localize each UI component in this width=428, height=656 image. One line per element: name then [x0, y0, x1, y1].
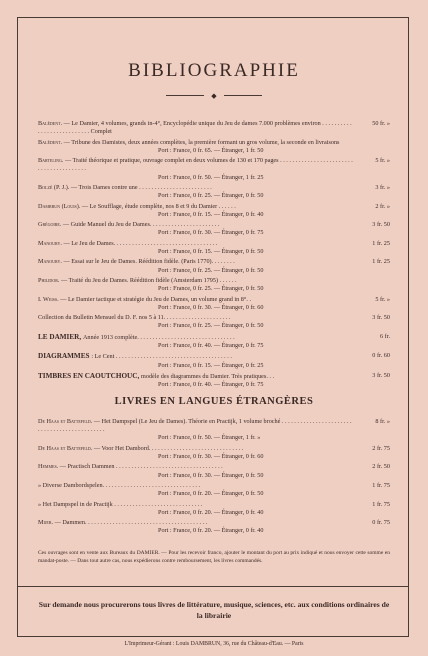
- ordering-note: Ces ouvrages sont en vente aux Bureaux du DAMIER. — Pour les recevoir franco, ajouter le montant du port au prix indiqué et nous envoyer cette somme en mandat-poste. — Dans tout autre cas, nous expédierons contre remboursement, les livres commandés.: [38, 550, 390, 564]
- entry-postage: Port : France, 0 fr. 25. — Étranger, 0 fr. 50: [158, 285, 264, 293]
- entry-postage: Port : France, 0 fr. 15. — Étranger, 0 fr. 25: [158, 361, 264, 369]
- entry-title: — Trois Dames contre une . . . . . . . . . . . . . . . . . . . . . . . .: [70, 183, 212, 191]
- foreign-books-heading: LIVRES EN LANGUES ÉTRANGÈRES: [114, 396, 314, 407]
- entry-author: Mijer.: [38, 519, 54, 527]
- foreign-bibliography-list: [38, 418, 390, 538]
- entry-author: Grégoire.: [38, 221, 62, 229]
- entry-author: Bolzé (P. J.).: [38, 183, 70, 191]
- divider: [18, 586, 408, 587]
- bibliography-entry: [38, 314, 390, 330]
- entry-title: — Tribune des Damistes, deux années complètes, la première formant un gros volume, la seconde en livraisons: [63, 138, 340, 146]
- entry-price: 1 fr. 25: [372, 239, 390, 247]
- entry-author: I. Weiss.: [38, 295, 59, 303]
- entry-title: — Le Damier tactique et stratégie du Jeu de Dames, un volume grand in 8°. .: [60, 295, 251, 303]
- entry-postage: Port : France, 0 fr. 40. — Étranger, 0 fr. 75: [158, 381, 264, 389]
- entry-title: — Dammen. . . . . . . . . . . . . . . . . . . . . . . . . . . . . . . . . . . . . . . .: [54, 519, 208, 527]
- entry-title: — Le Soufflage, étude complète, nos 8 et 9 du Damier . . . . . .: [81, 202, 236, 210]
- entry-postage: Port : France, 0 fr. 30. — Étranger, 0 fr. 60: [158, 303, 264, 311]
- entry-author: De Haas et Battefeld.: [38, 444, 93, 452]
- bibliography-entry: [38, 482, 390, 498]
- bibliography-entry: [38, 372, 390, 389]
- entry-title: — Le Damier, 4 volumes, grands in-4°, Encyclopédie unique du Jeu de dames 7.000 problèmes environ . . . . . . . . . . . . . . . . . . . . . . . . . . . Complet: [38, 120, 352, 136]
- entry-title: — Traité du Jeu de Dames. Réédition fidèle (Amsterdam 1795) . . . . . .: [60, 276, 237, 284]
- entry-title: Année 1913 complète. . . . . . . . . . . . . . . . . . . . . . . . . . . . . . . .: [82, 333, 235, 341]
- entry-author: TIMBRES EN CAOUTCHOUC,: [38, 371, 140, 380]
- entry-postage: Port : France, 0 fr. 65. — Étranger, 1 fr. 50: [158, 146, 264, 154]
- entry-author: »: [38, 481, 42, 489]
- entry-postage: Port : France, 0 fr. 20. — Étranger, 0 fr. 40: [158, 508, 264, 516]
- entry-postage: Port : France, 0 fr. 15. — Étranger, 0 fr. 50: [158, 247, 264, 255]
- entry-price: 0 fr. 60: [372, 352, 390, 360]
- entry-price: 3 fr. 50: [372, 371, 390, 379]
- entry-postage: Port : France, 0 fr. 25. — Étranger, 0 fr. 50: [158, 192, 264, 200]
- bibliography-entry: [38, 519, 390, 535]
- imprint: L'Imprimeur-Gérant : Louis DAMBRUN, 36, rue du Château-d'Eau. — Paris: [124, 641, 304, 647]
- entry-postage: Port : France, 0 fr. 30. — Étranger, 0 fr. 75: [158, 229, 264, 237]
- entry-author: Barteling.: [38, 157, 64, 165]
- entry-author: Hemmes.: [38, 463, 59, 471]
- entry-postage: Port : France, 0 fr. 20. — Étranger, 0 fr. 40: [158, 527, 264, 535]
- entry-title: modèle des diagrammes du Damier. Très pratiques. . .: [141, 372, 275, 380]
- entry-price: 1 fr. 75: [372, 481, 390, 489]
- bibliography-entry: [38, 333, 390, 350]
- entry-title: Diverse Dambordspelen. . . . . . . . . . . . . . . . . . . . . . . . . . . . . . . .: [42, 481, 201, 489]
- bibliography-entry: [38, 203, 390, 219]
- entry-price: 3 fr. 50: [372, 314, 390, 322]
- bibliography-entry: [38, 445, 390, 461]
- entry-title: — Le Jeu de Dames. . . . . . . . . . . . . . . . . . . . . . . . . . . . . . . . . .: [63, 239, 218, 247]
- entry-title: — Traité théorique et pratique, ouvrage complet en deux volumes de 130 et 170 pages . . . . . . . . . . . . . . . . . . . . . . . . . . . . . . . . . . . . . . . .: [38, 157, 353, 173]
- bibliography-entry: [38, 240, 390, 256]
- entry-price: 0 fr. 75: [372, 519, 390, 527]
- entry-postage: Port : France, 0 fr. 30. — Étranger, 0 fr. 50: [158, 471, 264, 479]
- entry-author: Manoury.: [38, 239, 62, 247]
- entry-price: 1 fr. 75: [372, 500, 390, 508]
- bibliography-entry: [38, 296, 390, 312]
- entry-title: — Practisch Dammen . . . . . . . . . . . . . . . . . . . . . . . . . . . . . . . . . . .: [59, 463, 223, 471]
- entry-postage: Port : France, 0 fr. 20. — Étranger, 0 fr. 50: [158, 490, 264, 498]
- entry-title: : Le Cent . . . . . . . . . . . . . . . . . . . . . . . . . . . . . . . . . . . . . .: [91, 353, 232, 361]
- bibliography-list: [38, 120, 390, 392]
- bibliography-entry: [38, 221, 390, 237]
- entry-postage: Port : France, 0 fr. 50. — Étranger, 1 fr. 25: [158, 173, 264, 181]
- entry-price: 3 fr. »: [375, 183, 390, 191]
- entry-postage: Port : France, 0 fr. 25. — Étranger, 0 fr. 50: [158, 322, 264, 330]
- bottom-notice: Sur demande nous procurerons tous livres de littérature, musique, sciences, etc. aux conditions ordinaires de la librairie: [38, 600, 390, 620]
- entry-price: 3 fr. 50: [372, 221, 390, 229]
- entry-postage: Port : France, 0 fr. 15. — Étranger, 0 fr. 40: [158, 210, 264, 218]
- entry-author: Balédent.: [38, 120, 63, 127]
- entry-title: — Voor Het Dambord. . . . . . . . . . . . . . . . . . . . . . . . . . . . . . .: [93, 444, 244, 452]
- ornament-divider: ◆: [166, 92, 262, 100]
- bibliography-entry: [38, 258, 390, 274]
- entry-title: Het Dampspel in de Practijk . . . . . . . . . . . . . . . . . . . . . . . . . . . . .: [42, 500, 203, 508]
- bibliography-entry: [38, 157, 390, 182]
- entry-author: Manoury.: [38, 258, 62, 266]
- bibliography-entry: [38, 418, 390, 443]
- bibliography-entry: [38, 120, 390, 136]
- entry-price: 2 fr. 75: [372, 444, 390, 452]
- entry-title: — Guide Manuel du Jeu de Dames. . . . . . . . . . . . . . . . . . . . . . .: [62, 221, 220, 229]
- entry-author: Philidor.: [38, 276, 60, 284]
- entry-postage: Port : France, 0 fr. 50. — Étranger, 1 fr. »: [158, 434, 261, 442]
- entry-price: 5 fr. »: [375, 295, 390, 303]
- bibliography-entry: [38, 139, 390, 155]
- entry-postage: Port : France, 0 fr. 30. — Étranger, 0 fr. 60: [158, 453, 264, 460]
- entry-price: 50 fr. »: [372, 120, 390, 127]
- entry-price: 6 fr.: [380, 332, 390, 340]
- entry-author: DIAGRAMMES: [38, 352, 90, 361]
- entry-price: 8 fr. »: [375, 418, 390, 425]
- bibliography-entry: [38, 501, 390, 517]
- entry-author: Balédent.: [38, 138, 63, 146]
- bibliography-entry: [38, 352, 390, 369]
- entry-author: De Haas et Battefeld.: [38, 418, 93, 425]
- entry-postage: Port : France, 0 fr. 25. — Étranger, 0 fr. 50: [158, 266, 264, 274]
- entry-postage: Port : France, 0 fr. 40. — Étranger, 0 fr. 75: [158, 341, 264, 349]
- entry-author: Dambrun (Louis).: [38, 202, 81, 210]
- entry-price: 2 fr. 50: [372, 463, 390, 471]
- entry-author: »: [38, 500, 42, 508]
- entry-title: — Essai sur le Jeu de Dames. Réédition fidèle. (Paris 1770). . . . . . . .: [63, 258, 235, 266]
- bibliography-entry: [38, 463, 390, 479]
- entry-price: 1 fr. 25: [372, 258, 390, 266]
- bibliography-entry: [38, 184, 390, 200]
- page-title: BIBLIOGRAPHIE: [128, 60, 300, 81]
- entry-title: — Het Dampspel (Le Jeu de Dames). Théorie en Practijk, 1 volume broché . . . . . . . . . . . . . . . . . . . . . . . . . . . . . . . . . . . . . . . . . . . . .: [38, 418, 352, 434]
- entry-author: LE DAMIER,: [38, 332, 82, 341]
- bibliography-entry: [38, 277, 390, 293]
- entry-price: 2 fr. »: [375, 202, 390, 210]
- entry-title: Collection du Bulletin Mensuel du D. F. nos 5 à 11. . . . . . . . . . . . . . . . . . . . . .: [38, 314, 231, 322]
- entry-price: 5 fr. »: [375, 157, 390, 165]
